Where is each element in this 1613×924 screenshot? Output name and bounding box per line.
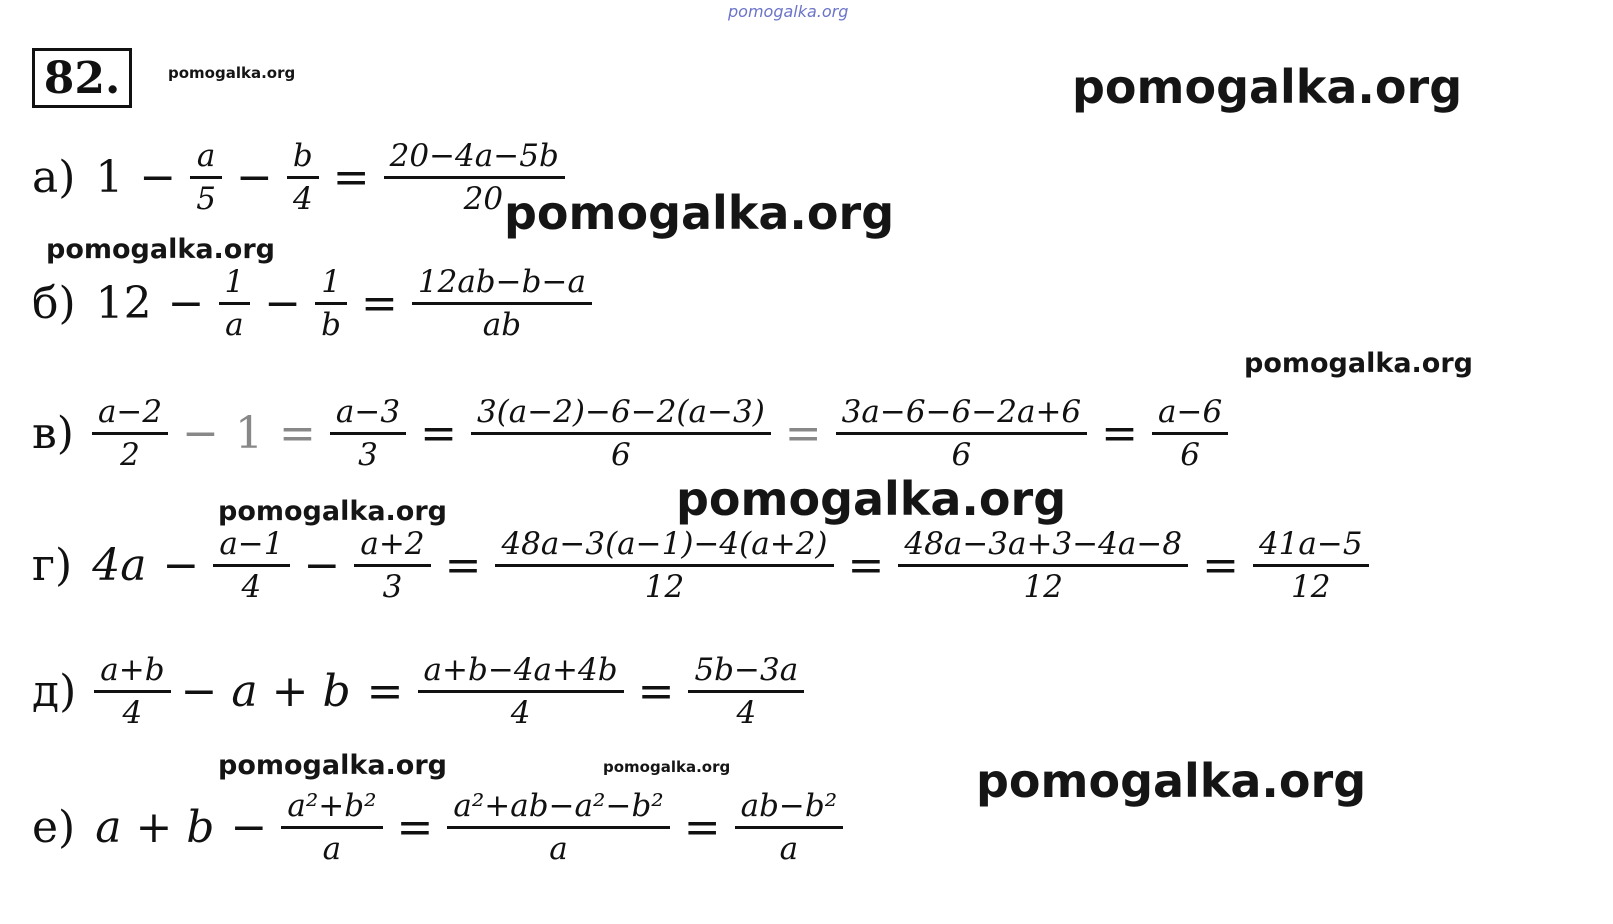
denominator: a (549, 831, 568, 867)
fraction (1253, 526, 1369, 605)
fraction-bar (447, 826, 669, 829)
numerator: 1 (224, 264, 245, 300)
operator: − (139, 152, 177, 203)
problem-number: 82. (32, 48, 132, 108)
operator: − (236, 152, 273, 203)
fraction (213, 526, 289, 605)
numerator: 41a−5 (1258, 526, 1363, 562)
denominator: ab (482, 307, 522, 343)
fraction-bar (735, 826, 844, 829)
numerator: 20−4a−5b (389, 138, 559, 174)
equals: = (420, 408, 457, 459)
fraction-bar (495, 564, 833, 567)
fraction-bar (1152, 432, 1228, 435)
term: 4a (92, 540, 147, 591)
denominator: 6 (1180, 437, 1200, 473)
fraction-bar (898, 564, 1188, 567)
fraction (412, 264, 592, 343)
numerator: a+b−4a+4b (423, 652, 618, 688)
numerator: 48a−3(a−1)−4(a+2) (501, 526, 828, 562)
fraction-bar (418, 690, 624, 693)
fraction (836, 394, 1087, 473)
fraction (898, 526, 1188, 605)
numerator: a (196, 138, 216, 174)
watermark-small-header: pomogalka.org (168, 64, 296, 82)
fraction (447, 788, 669, 867)
fraction-bar (315, 302, 347, 305)
watermark: pomogalka.org (976, 754, 1367, 808)
fraction (495, 526, 833, 605)
equals: = (683, 802, 721, 853)
operator: − (167, 278, 205, 329)
equation-row-b (32, 264, 596, 343)
term: 1 (95, 152, 124, 203)
equals: = (1202, 540, 1239, 591)
numerator: a²+ab−a²−b² (453, 788, 664, 824)
equation-row-g (32, 526, 1373, 605)
fraction-bar (1253, 564, 1369, 567)
equals: = (361, 278, 398, 329)
fraction (219, 264, 251, 343)
fraction-bar (330, 432, 406, 435)
fraction (354, 526, 430, 605)
row-label: в) (32, 408, 74, 459)
term: − a + b (180, 666, 351, 717)
watermark: pomogalka.org (504, 186, 895, 240)
numerator: 3(a−2)−6−2(a−3) (476, 394, 765, 430)
row-label: г) (32, 540, 73, 591)
fraction (281, 788, 382, 867)
fraction (1152, 394, 1228, 473)
denominator: 3 (382, 569, 403, 605)
denominator: 20 (463, 181, 504, 217)
row-label: а) (32, 152, 76, 203)
fraction-bar (412, 302, 592, 305)
watermark: pomogalka.org (46, 234, 275, 265)
term: 12 (95, 278, 152, 329)
row-label: б) (32, 278, 76, 329)
numerator: a²+b² (287, 788, 377, 824)
numerator: a−1 (219, 526, 284, 562)
row-label: е) (32, 802, 76, 853)
numerator: a+2 (360, 526, 425, 562)
operator: − (162, 540, 200, 591)
watermark: pomogalka.org (218, 750, 447, 781)
fraction (190, 138, 222, 217)
equals: = (279, 408, 316, 459)
denominator: 2 (120, 437, 140, 473)
denominator: 4 (122, 695, 143, 731)
row-label: д) (32, 666, 77, 717)
fraction (418, 652, 624, 731)
equals: = (366, 666, 404, 717)
numerator: 1 (321, 264, 341, 300)
fraction-bar (354, 564, 430, 567)
watermark: pomogalka.org (1244, 348, 1473, 379)
fraction (92, 394, 168, 473)
numerator: 12ab−b−a (417, 264, 586, 300)
denominator: 12 (1291, 569, 1331, 605)
denominator: 4 (241, 569, 262, 605)
equation-row-v (32, 394, 1232, 473)
fraction (287, 138, 319, 217)
operator: − (264, 278, 302, 329)
fraction-bar (94, 690, 170, 693)
fraction-bar (836, 432, 1087, 435)
equals: = (332, 152, 370, 203)
denominator: 12 (1023, 569, 1063, 605)
fraction-bar (384, 176, 565, 179)
fraction (94, 652, 170, 731)
numerator: a−2 (97, 394, 163, 430)
fraction-bar (471, 432, 771, 435)
fraction-bar (281, 826, 382, 829)
equals: = (396, 802, 434, 853)
watermark: pomogalka.org (218, 496, 447, 527)
watermark: pomogalka.org (603, 758, 731, 776)
numerator: ab−b² (740, 788, 838, 824)
denominator: a (779, 831, 799, 867)
operator: − (182, 408, 219, 459)
denominator: 4 (510, 695, 531, 731)
denominator: a (322, 831, 342, 867)
equals: = (637, 666, 675, 717)
denominator: 3 (358, 437, 378, 473)
numerator: 5b−3a (694, 652, 799, 688)
fraction (735, 788, 844, 867)
term: 1 (235, 408, 263, 459)
fraction-bar (213, 564, 289, 567)
equals: = (784, 408, 822, 459)
numerator: b (292, 138, 313, 174)
fraction (471, 394, 771, 473)
equation-row-a (32, 138, 569, 217)
denominator: 6 (951, 437, 972, 473)
denominator: 12 (644, 569, 685, 605)
fraction-bar (287, 176, 319, 179)
equals: = (847, 540, 885, 591)
numerator: 48a−3a+3−4a−8 (904, 526, 1183, 562)
fraction-bar (92, 432, 168, 435)
equals: = (1101, 408, 1139, 459)
denominator: 4 (292, 181, 313, 217)
watermark-large-header: pomogalka.org (1072, 60, 1463, 114)
denominator: 5 (196, 181, 217, 217)
denominator: 6 (611, 437, 631, 473)
fraction-bar (190, 176, 222, 179)
numerator: a−3 (335, 394, 401, 430)
watermark: pomogalka.org (676, 472, 1067, 526)
numerator: a−6 (1158, 394, 1223, 430)
fraction (315, 264, 347, 343)
numerator: 3a−6−6−2a+6 (841, 394, 1082, 430)
fraction-bar (688, 690, 804, 693)
equation-row-d (32, 652, 808, 731)
fraction (688, 652, 804, 731)
denominator: 4 (736, 695, 757, 731)
fraction (330, 394, 406, 473)
top-watermark: pomogalka.org (728, 2, 849, 21)
numerator: a+b (100, 652, 165, 688)
operator: − (230, 802, 268, 853)
equation-row-e (32, 788, 847, 867)
denominator: a (225, 307, 244, 343)
denominator: b (321, 307, 341, 343)
term: a + b (95, 802, 215, 853)
equals: = (444, 540, 482, 591)
fraction-bar (219, 302, 251, 305)
operator: − (303, 540, 341, 591)
